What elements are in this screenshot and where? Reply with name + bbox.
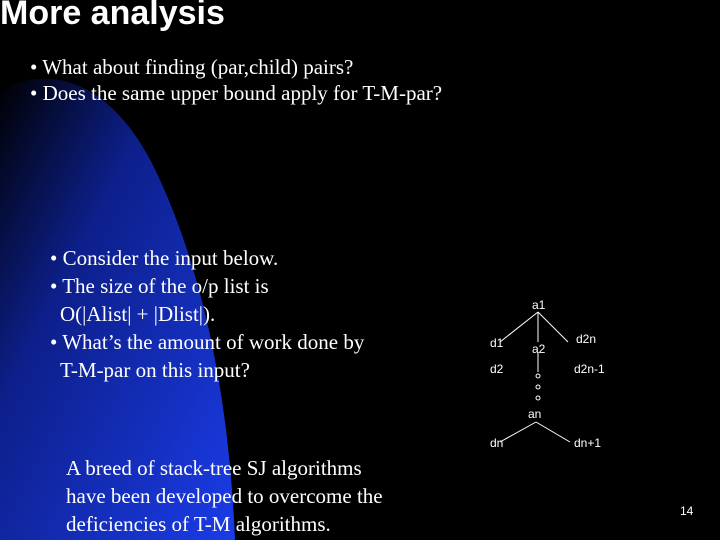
label-d2n: d2n — [576, 332, 597, 346]
edge-a1-d2n — [538, 312, 568, 342]
bullet-work-done: • What’s the amount of work done by — [50, 330, 365, 354]
bullet-upper-bound: • Does the same upper bound apply for T-M-par? — [30, 81, 443, 105]
label-d2n-1: d2n-1 — [574, 362, 605, 376]
ellipsis-dot-1 — [536, 374, 540, 378]
label-dn: dn — [490, 436, 504, 450]
edge-an-dn — [500, 422, 536, 442]
ellipsis-dot-2 — [536, 385, 540, 389]
label-a1: a1 — [532, 298, 546, 312]
slide-number: 14 — [680, 504, 694, 518]
bullet-op-size: • The size of the o/p list is — [50, 274, 269, 298]
middle-bullets — [50, 244, 364, 384]
label-dn-1: dn+1 — [574, 436, 602, 450]
label-d2: d2 — [490, 362, 504, 376]
label-an: an — [528, 407, 542, 421]
bullet-op-size-formula: O(|Alist| + |Dlist|). — [60, 302, 216, 326]
label-d1: d1 — [490, 336, 504, 350]
breed-line-3: deficiencies of T-M algorithms. — [66, 512, 331, 536]
breed-line-2: have been developed to overcome the — [66, 484, 383, 508]
top-bullets — [30, 54, 442, 106]
ellipsis-dot-3 — [536, 396, 540, 400]
bullet-consider-input: • Consider the input below. — [50, 246, 279, 270]
edge-an-dn1 — [536, 422, 570, 442]
breed-line-1: A breed of stack-tree SJ algorithms — [66, 456, 362, 480]
breed-paragraph — [66, 454, 383, 538]
label-a2: a2 — [532, 342, 546, 356]
slide-title: More analysis — [0, 0, 225, 32]
tree-diagram — [470, 290, 700, 460]
edge-a1-d1 — [500, 312, 538, 342]
bullet-par-child: • What about finding (par,child) pairs? — [30, 55, 354, 79]
bullet-work-done-cont: T-M-par on this input? — [60, 358, 250, 382]
